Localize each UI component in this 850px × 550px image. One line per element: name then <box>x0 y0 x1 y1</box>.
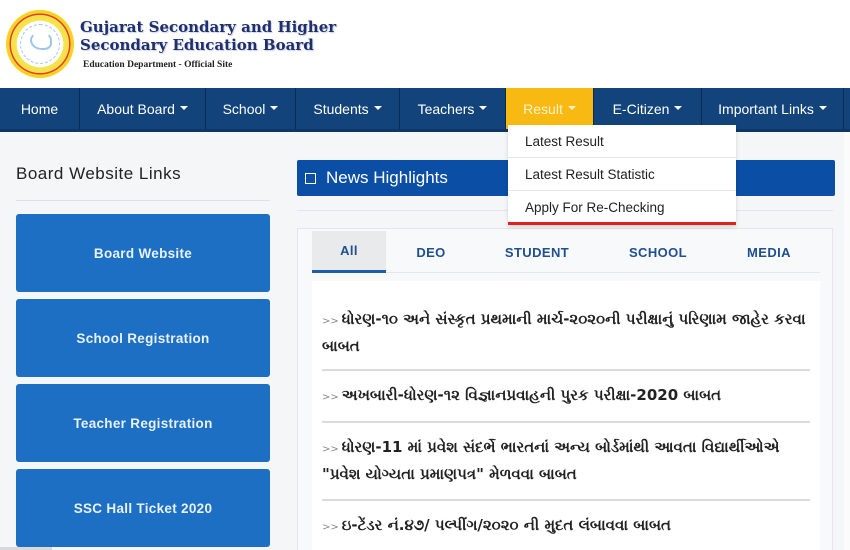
news-item-text: ધોરણ-11 માં પ્રવેશ સંદર્ભે ભારતનાં અન્ય બોર્ડમાંથી આવતા વિદ્યાર્થીઓએ "પ્રવેશ યોગ્યતા પ્રમાણપત્ર" મેળવવા બાબત <box>322 438 780 483</box>
tab-media[interactable]: MEDIA <box>747 244 791 260</box>
nav-students[interactable] <box>296 88 400 129</box>
news-item-text: ઇ-ટેંડર નં.૪૭/ પલ્પીંગ/૨૦૨૦ ની મુદત લંબાવવા બાબત <box>341 516 671 534</box>
sidebar-divider <box>16 200 270 201</box>
nav-about-board[interactable] <box>80 88 206 129</box>
news-separator <box>322 499 810 501</box>
teacher-registration-button[interactable]: Teacher Registration <box>16 384 270 462</box>
bullet-icon: >> <box>322 522 339 533</box>
nav-label: Teachers <box>417 100 475 117</box>
caret-down-icon <box>374 106 382 110</box>
caret-down-icon <box>180 106 188 110</box>
news-list <box>312 281 820 550</box>
nav-label: Home <box>20 100 59 117</box>
caret-down-icon <box>819 106 827 110</box>
board-website-button[interactable]: Board Website <box>16 214 270 292</box>
site-title-line1: Gujarat Secondary and Higher <box>80 18 337 36</box>
news-item[interactable] <box>322 307 810 359</box>
caret-down-icon <box>270 106 278 110</box>
nav-result[interactable] <box>506 88 594 129</box>
result-dropdown-menu <box>508 125 736 225</box>
page-scrollbar[interactable] <box>844 132 850 550</box>
bullet-icon: >> <box>322 316 339 327</box>
site-subtitle: Education Department - Official Site <box>83 60 233 70</box>
news-separator <box>322 421 810 423</box>
bullet-icon: >> <box>322 444 339 455</box>
square-icon <box>305 173 316 184</box>
tab-school[interactable]: SCHOOL <box>628 244 687 260</box>
gseb-logo-icon[interactable] <box>6 10 74 78</box>
news-item-text: ધોરણ-૧૦ અને સંસ્કૃત પ્રથમાની માર્ચ-૨૦૨૦ની પરીક્ષાનું પરિણામ જાહેર કરવા બાબત <box>322 310 806 355</box>
menu-item-latest-result[interactable]: Latest Result <box>508 125 736 158</box>
tab-deo[interactable]: DEO <box>416 244 446 260</box>
nav-e-citizen[interactable] <box>594 88 702 129</box>
news-item-text: અખબારી-ધોરણ-૧૨ વિજ્ઞાનપ્રવાહની પુરક પરીક્ષા-2020 બાબત <box>341 386 722 404</box>
caret-down-icon <box>568 106 576 110</box>
school-registration-button[interactable]: School Registration <box>16 299 270 377</box>
nav-label: Important Links <box>718 100 814 117</box>
nav-label: About Board <box>97 100 175 117</box>
bullet-icon: >> <box>322 392 339 403</box>
site-title-line2: Secondary Education Board <box>80 36 314 54</box>
site-header <box>0 0 850 88</box>
ssc-hall-ticket-button[interactable]: SSC Hall Ticket 2020 <box>16 469 270 547</box>
nav-important-links[interactable] <box>702 88 844 129</box>
news-item[interactable] <box>322 513 810 540</box>
nav-label: School <box>222 100 266 117</box>
menu-item-latest-result-statistic[interactable]: Latest Result Statistic <box>508 158 736 191</box>
news-separator <box>322 369 810 371</box>
tab-student[interactable]: STUDENT <box>504 244 570 260</box>
nav-label: E-Citizen <box>612 100 670 117</box>
nav-label: Result <box>523 100 563 117</box>
logo-swan-icon <box>30 32 52 50</box>
nav-school[interactable] <box>206 88 296 129</box>
caret-down-icon <box>479 106 487 110</box>
nav-teachers[interactable] <box>400 88 506 129</box>
menu-item-apply-for-re-checking[interactable]: Apply For Re-Checking <box>525 200 665 215</box>
caret-down-icon <box>674 106 682 110</box>
news-highlights-title: News Highlights <box>326 168 448 187</box>
tab-all[interactable]: All <box>312 231 386 273</box>
nav-home[interactable] <box>0 88 80 129</box>
news-tabs <box>312 231 820 273</box>
news-item[interactable] <box>322 383 810 410</box>
news-item[interactable] <box>322 435 810 487</box>
sidebar-title: Board Website Links <box>16 164 182 183</box>
news-card <box>297 228 833 550</box>
nav-label: Students <box>313 100 369 117</box>
